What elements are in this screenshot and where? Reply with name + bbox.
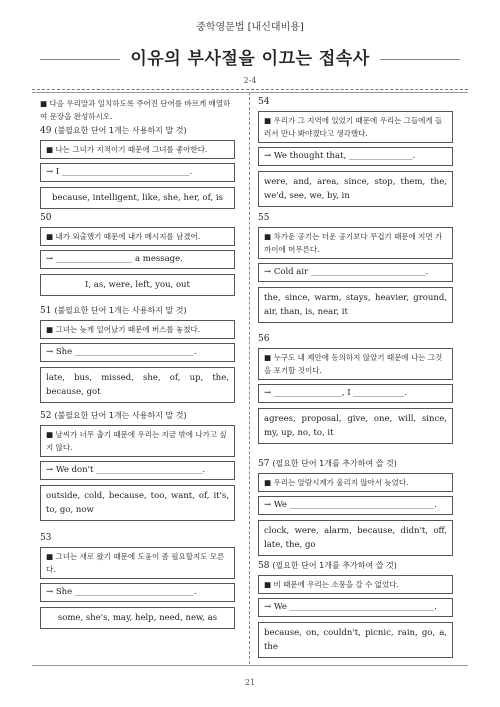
question-number: 56	[258, 334, 270, 344]
question-number: 50	[40, 213, 52, 223]
question-number: 49	[40, 126, 52, 136]
korean-sentence: ■ 우리가 그 지역에 있었기 때문에 우리는 그들에게 들러서 만나 봐야겠다고 생각했다.	[258, 111, 453, 143]
question-note: (필요한 단어 1개를 추가하여 쓸 것)	[272, 561, 397, 570]
korean-sentence: ■ 누구도 내 제안에 동의하지 않았기 때문에 나는 그것을 포기할 것이다.	[258, 348, 453, 380]
question-54	[258, 97, 453, 207]
word-bank: some, she's, may, help, need, new, as	[40, 607, 235, 629]
question-number: 51	[40, 306, 52, 316]
instructions: ■ 다음 우리말과 일치하도록 주어진 단어를 바르게 배열하여 문장을 완성하시오.	[40, 99, 231, 121]
question-header	[40, 410, 235, 421]
word-bank: late, bus, missed, she, of, up, the, because, got	[40, 367, 235, 403]
header-divider	[32, 89, 468, 90]
word-bank: were, and, area, since, stop, them, the, we'd, see, we, by, in	[258, 171, 453, 207]
page-number: 21	[244, 678, 256, 687]
word-bank: clock, were, alarm, because, didn't, off, late, the, go	[258, 520, 453, 556]
answer-line: → She ____________________________.	[40, 583, 235, 602]
question-58	[258, 560, 453, 658]
question-number: 57	[258, 459, 270, 469]
footer-divider	[32, 665, 468, 666]
question-number: 58	[258, 561, 270, 571]
question-header	[40, 305, 235, 316]
word-bank: I, as, were, left, you, out	[40, 274, 235, 296]
question-49	[40, 97, 235, 209]
question-56	[258, 334, 453, 444]
question-header	[258, 458, 453, 469]
korean-sentence: ■ 나는 그녀가 지적이기 때문에 그녀를 좋아한다.	[40, 140, 235, 159]
korean-sentence: ■ 날씨가 너무 춥기 때문에 우리는 지금 밖에 나가고 싶지 않다.	[40, 425, 235, 457]
korean-sentence: ■ 비 때문에 우리는 소풍을 갈 수 없었다.	[258, 575, 453, 594]
question-note: (불필요한 단어 1개는 사용하지 말 것)	[54, 306, 187, 315]
question-note: (불필요한 단어 1개는 사용하지 말 것)	[54, 126, 187, 135]
page-title	[0, 44, 500, 69]
question-note: (필요한 단어 1개를 추가하여 쓸 것)	[272, 459, 397, 468]
word-bank: agrees, proposal, give, one, will, since, my, up, no, to, it	[258, 408, 453, 444]
question-header	[258, 97, 453, 107]
question-header	[258, 560, 453, 571]
question-57	[258, 458, 453, 556]
question-note: (불필요한 단어 1개는 사용하지 말 것)	[54, 411, 187, 420]
question-number: 53	[40, 533, 52, 543]
question-number: 52	[40, 411, 52, 421]
header-divider-solid	[32, 92, 468, 93]
answer-line: → Cold air ___________________________.	[258, 263, 453, 282]
title-rule-right	[380, 59, 460, 60]
answer-line: → She ____________________________.	[40, 343, 235, 362]
question-number: 55	[258, 213, 270, 223]
question-header	[40, 213, 235, 223]
answer-line: → __________________ a message.	[40, 250, 235, 269]
answer-line: → We __________________________________.	[258, 496, 453, 515]
korean-sentence: ■ 우리는 알람시계가 울리지 않아서 늦었다.	[258, 473, 453, 492]
word-bank: outside, cold, because, too, want, of, it's, to, go, now	[40, 485, 235, 521]
question-number: 54	[258, 97, 270, 107]
word-bank: the, since, warm, stays, heavier, ground, air, than, is, near, it	[258, 287, 453, 323]
word-bank: because, on, couldn't, picnic, rain, go, a, the	[258, 622, 453, 658]
title-rule-left	[40, 59, 120, 60]
word-bank: because, intelligent, like, she, her, of, is	[40, 187, 235, 209]
book-subtitle: 중학영문법 [내신대비용]	[196, 22, 304, 33]
korean-sentence: ■ 그녀는 늦게 일어났기 때문에 버스를 놓쳤다.	[40, 320, 235, 339]
korean-sentence: ■ 그녀는 새로 왔기 때문에 도움이 좀 필요할지도 모른다.	[40, 547, 235, 579]
question-51	[40, 305, 235, 403]
answer-line: → ________________, I ____________.	[258, 384, 453, 403]
question-header	[40, 533, 235, 543]
answer-line: → We __________________________________.	[258, 598, 453, 617]
question-52	[40, 410, 235, 521]
page-title-text: 이유의 부사절을 이끄는 접속사	[130, 49, 370, 69]
question-50	[40, 213, 235, 296]
answer-line: → We don't _________________________.	[40, 461, 235, 480]
answer-line: → We thought that, _______________.	[258, 147, 453, 166]
answer-line: → I ______________________________.	[40, 163, 235, 182]
section-code: 2-4	[243, 76, 257, 85]
korean-sentence: ■ 내가 외출했기 때문에 내가 메시지를 남겼어.	[40, 227, 235, 246]
question-55	[258, 213, 453, 323]
question-header	[258, 334, 453, 344]
question-header	[40, 125, 235, 136]
question-header	[258, 213, 453, 223]
column-divider	[249, 92, 250, 664]
question-53	[40, 533, 235, 629]
korean-sentence: ■ 차가운 공기는 더운 공기보다 무겁기 때문에 지면 가까이에 머무른다.	[258, 227, 453, 259]
